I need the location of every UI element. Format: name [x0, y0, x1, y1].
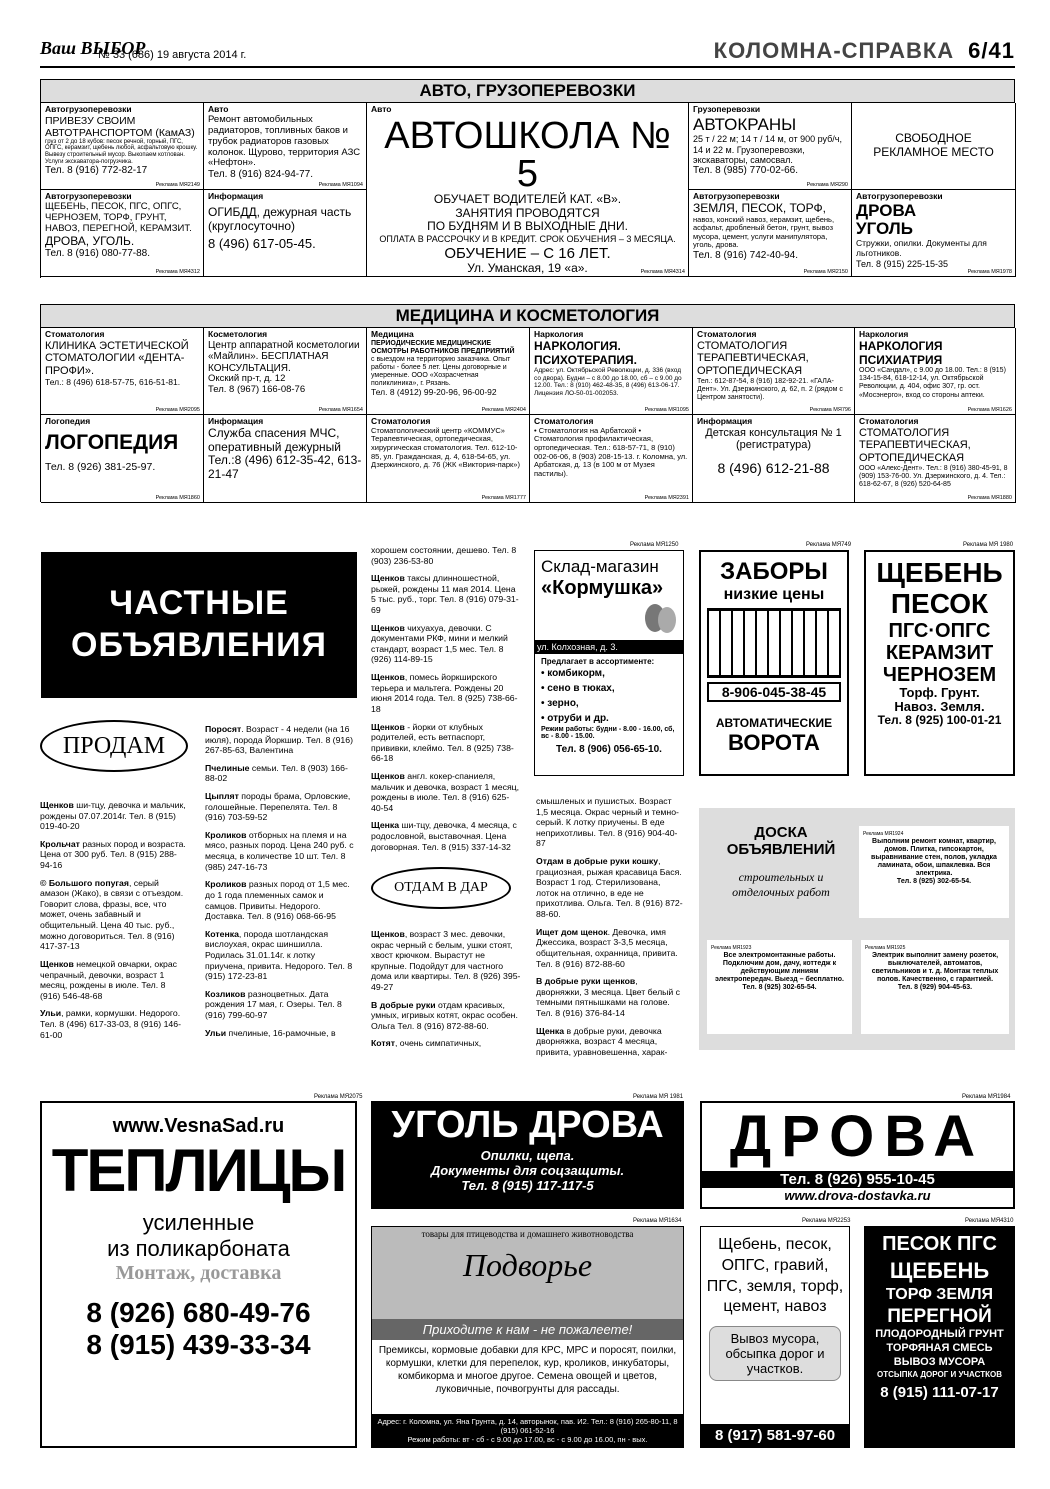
ad-category: Медицина [371, 329, 414, 339]
board-subtitle: строительных и отделочных работ [732, 870, 830, 899]
classified-item: Козликов разноцветных. Дата рождения 17 мая, г. Озеры. Тел. 8 (916) 799-60-97 [205, 988, 342, 1021]
classified-item: Щенков таксы длинношестной, рыжей, рождены 11 мая 2014. Цена 5 тыс. руб., торг. Тел. 8 (916) 079-31-69 [371, 573, 519, 616]
med-ad-3 [367, 328, 530, 415]
ad-ref: Реклама МЯ2075 [314, 1094, 363, 1100]
ad-line: Навоз. Земля. [894, 698, 985, 714]
classified-column-3 [371, 545, 521, 859]
classified-item: Кроликов разных пород от 1,5 мес. до 1 года племенных самок и самцов. Привиты. Недорого. Доставка. Тел. 8 (916) 068-66-95 [205, 879, 350, 922]
ad-phone: Тел. 8 (916) 824-94-77. [208, 169, 313, 181]
ad-line: ТОРФЯНАЯ СМЕСЬ [886, 1342, 993, 1354]
ad-ref: Реклама МЯ4312 [155, 268, 200, 275]
ad-text: ООО «Сандал», с 9.00 до 18.00. Тел.: 8 (915) 134-15-84, 618-12-14, ул. Октябрьской Революции, д. 404, офис 307, гр. ост. «Мосэнерго», вход со стороны аптеки. [859, 367, 1006, 399]
ad-ref: Реклама МЯ1880 [967, 494, 1012, 501]
ad-category: Автогрузоперевозки [693, 191, 780, 201]
ad-category: Стоматология [859, 416, 919, 426]
ad-phone: 8 (496) 612-21-88 [717, 460, 830, 477]
ad-phone: Тел. 8 (985) 770-02-66. [693, 165, 798, 177]
ad-category: Стоматология [534, 416, 594, 426]
med-ad-6 [855, 328, 1016, 415]
ad-phone: 8 (915) 439-33-34 [86, 1329, 311, 1360]
med-ad-12 [855, 415, 1016, 503]
ad-title: АВТОШКОЛА № 5 [384, 114, 671, 195]
classified-item: Щенков чихуахуа, девочки. С документами РКФ, мини и мелкий стандарт, возраст 1,5 мес. Тел. 8 (926) 114-89-15 [371, 622, 508, 665]
notice-board [699, 808, 1015, 1050]
ad-text: ОГИБДД, дежурная часть (круглосуточно) [208, 204, 352, 233]
notice-card: Реклама МЯ1923 Все электромонтажные работы. Подключим дом, дачу, коттедж к действующим линиям электропередач. Выезд – бесплатно. Тел. 8 (925) 302-65-54. [707, 940, 852, 1034]
classified-item: В добрые руки щенков, дворняжки, 3 месяца. Цвет белый с темными пятнышками на голове. Тел. 8 (916) 376-84-14 [536, 976, 681, 1018]
ad-line: ПО БУДНЯМ И В ВЫХОДНЫЕ ДНИ. [427, 219, 628, 234]
auto-ad-8 [689, 190, 852, 277]
ad-title-2: УГОЛЬ [856, 219, 913, 239]
ad-phone: 8 (915) 111-07-17 [880, 1383, 999, 1401]
ad-line: ПЕСОК [890, 587, 989, 619]
ad-title: НАРКОЛОГИЯ ПСИХИАТРИЯ [859, 338, 943, 367]
ad-category: Автогрузоперевозки [45, 104, 132, 114]
ad-ref: Реклама МЯ4310 [965, 1218, 1014, 1224]
ad-items: • комбикорм, • сено в тюках, • зерно, • отруби и др. [541, 668, 615, 724]
ad-text: Детская консультация № 1 (регистратура) [705, 426, 842, 452]
ad-ref: Реклама МЯ749 [806, 542, 852, 548]
classified-item: Отдам в добрые руки кошку, грациозная, рыжая красавица Бася. Возраст 1 год. Стерилизована, лоток на отлично, в еде не прихотлива. Ольга. Тел. 8 (916) 872-88-60. [536, 856, 683, 920]
ad-text: Стоматологический центр «КОММУС» Терапевтическая, ортопедическая, хирургическая стоматология. Тел. 612-10-85, ул. Гражданская, д. 4, 618-54-65, ул. Дзержинского, д. 76 (ЖК «Виктория-парк») [371, 425, 520, 470]
ad-ref: Реклама МЯ796 [809, 406, 851, 413]
ad-subtitle: низкие цены [723, 586, 825, 603]
classified-item: Щенков, возраст 3 мес. девочки, окрас черный с белым, ушки стоят, хвост крючком. Вырастут не крупные. Подойдут для частного дома или квартиры. Тел. 8 (926) 395-49-27 [371, 929, 521, 993]
ad-phone: Тел. 8 (967) 166-08-76 [208, 384, 306, 396]
ad-line: из поликарбоната [107, 1236, 290, 1261]
ad-phone: 8 (917) 581-97-60 [701, 1424, 849, 1447]
ad-site: www.VesnaSad.ru [112, 1115, 285, 1137]
ad-phone: Тел. 8 (906) 056-65-10. [556, 744, 662, 755]
ad-ref: Реклама МЯ4314 [640, 268, 685, 275]
ad-line: ОПЛАТА В РАССРОЧКУ И В КРЕДИТ. СРОК ОБУЧЕНИЯ – 3 МЕСЯЦА. [379, 234, 676, 245]
ad-line: усиленные [142, 1210, 255, 1235]
ad-phone: 8 (496) 617-05-45. [208, 236, 316, 252]
ad-ref: Реклама МЯ 1981 [633, 1094, 684, 1100]
ad-ref: Реклама МЯ1626 [967, 406, 1012, 413]
shcheben-ad [864, 550, 1015, 776]
ad-ref: Реклама МЯ2391 [644, 494, 689, 501]
section-name: КОЛОМНА-СПРАВКА [713, 38, 955, 63]
ad-phone: Тел.: 8 (496) 618-57-75, 616-51-81. [45, 376, 181, 387]
ad-line: ЗАНЯТИЯ ПРОВОДЯТСЯ [455, 205, 600, 220]
ad-text: навоз, конский навоз, керамзит, щебень, асфальт, дробленый бетон, грунт, вывоз мусора, цемент, услуги манипулятора, уголь, дрова. [693, 214, 835, 250]
med-ad-7 [41, 415, 204, 503]
notice-card: Реклама МЯ1925 Электрик выполнит замену розеток, выключателей, автоматов, светильников и т. д. Монтаж теплых полов. Качественно, с гарантией. Тел. 8 (929) 904-45-63. [861, 940, 1009, 1034]
ad-ref: Реклама МЯ1978 [967, 268, 1012, 275]
private-ads-banner: ЧАСТНЫЕ ОБЪЯВЛЕНИЯ [41, 552, 357, 698]
ad-phone: Тел. 8 (915) 225-15-35 [856, 258, 948, 269]
ad-title: Склад-магазин [541, 557, 659, 576]
ugol-drova-ad [371, 1101, 684, 1209]
pesok-ad-2 [864, 1226, 1015, 1448]
ad-title: ПЕРИОДИЧЕСКИЕ МЕДИЦИНСКИЕ ОСМОТРЫ РАБОТНИКОВ ПРЕДПРИЯТИЙ [371, 339, 515, 355]
classified-item: Щенков, помесь йоркширского терьера и мальтега. Рождены 20 июня 2014 года. Тел. 8 (925) 738-66-18 [371, 672, 518, 714]
ad-line: ОТСЫПКА ДОРОГ И УЧАСТКОВ [877, 1369, 1002, 1379]
ad-text: 25 т / 22 м; 14 т / 14 м, от 900 руб/ч, 14 и 22 м. Грузоперевозки, экскаваторы, самосвал. [693, 134, 842, 165]
ad-text: Центр аппаратной косметологии «Майлин». БЕСПЛАТНАЯ КОНСУЛЬТАЦИЯ. [208, 339, 360, 374]
auto-ad-4 [689, 103, 852, 190]
ad-title: ТЕПЛИЦЫ [51, 1137, 346, 1204]
med-ad-1 [41, 328, 204, 415]
classified-item: Котенка, порода шотландская вислоухая, окрас шиншилла. Родилась 31.01.14г. к лотку приучена, привита. Недорого. Тел. 8 (915) 172-23-81 [205, 928, 353, 982]
ad-line: ВОРОТА [728, 730, 820, 755]
ad-category: Косметология [208, 329, 268, 339]
ad-title: НАРКОЛОГИЯ. ПСИХОТЕРАПИЯ. [534, 338, 637, 367]
ad-title: ПРИВЕЗУ СВОИМ [45, 114, 136, 127]
ad-text: Премиксы, кормовые добавки для КРС, МРС и поросят, поилки, кормушки, клетки для перепелок, кур, кроликов, инкубаторы, комбикорма и многое другое. Семена овощей и цветов, луковичные, почвогрунты для рассады. [378, 1345, 677, 1395]
ad-category: Авто [371, 104, 392, 114]
ad-address: ул. Колхозная, д. 3. [535, 640, 683, 654]
ad-text: Служба спасения МЧС, оперативный дежурный [208, 425, 341, 454]
ad-phone: Тел. 8 (926) 955-10-45 [702, 1171, 1013, 1188]
classified-column-1 [40, 800, 188, 1047]
ad-ref: Реклама МЯ1094 [318, 181, 363, 188]
pesok-ad-1 [700, 1226, 850, 1448]
classified-item: Щенков ши-тцу, девочка и мальчик, рождены 07.07.2014г. Тел. 8 (915) 019-40-20 [40, 800, 186, 832]
ad-title-2: «Кормушка» [541, 577, 664, 599]
ad-ref: Реклама МЯ1095 [644, 406, 689, 413]
ad-title: СТОМАТОЛОГИЯ ТЕРАПЕВТИЧЕСКАЯ, ОРТОПЕДИЧЕСКАЯ [697, 339, 809, 378]
classified-item: Ульи, рамки, кормушки. Недорого. Тел. 8 (496) 617-33-03, 8 (916) 146-61-00 [40, 1008, 181, 1040]
ad-address: Ул. Уманская, 19 «а». [467, 260, 588, 275]
ad-phone: 8-906-045-38-45 [707, 682, 841, 702]
auto-ad-2 [204, 103, 367, 190]
classified-item: Щенков - йорки от клубных родителей, есть ветпаспорт, прививки, клеймо. Тел. 8 (925) 738-66-18 [371, 721, 514, 764]
classified-item: Цыплят породы брама, Орловские, голошейные. Перепелята. Тел. 8 (916) 703-59-52 [205, 791, 351, 823]
classified-item: Кроликов отборных на племя и на мясо, разных пород. Цена 240 руб. с месяца, в количестве 10 шт. Тел. 8 (985) 247-16-73 [205, 829, 354, 872]
podvorie-ad [371, 1226, 684, 1448]
classified-item: хорошем состоянии, дешево. Тел. 8 (903) 236-53-80 [371, 545, 517, 566]
ad-line: АВТОМАТИЧЕСКИЕ [715, 716, 833, 730]
ad-title: ДРОВА [729, 1104, 986, 1169]
kormushka-ad [534, 550, 684, 776]
ad-category: Информация [208, 416, 264, 426]
ad-line: ВЫВОЗ МУСОРА [893, 1355, 986, 1368]
ad-ref: Реклама МЯ1654 [318, 406, 363, 413]
ad-title: ЛОГОПЕДИЯ [45, 430, 179, 454]
ad-ref: Реклама МЯ2149 [155, 181, 200, 188]
ad-phone [371, 276, 684, 277]
classified-item: Щенка ши-тцу, девочка, 4 месяца, с родословной, выставочная. Цена договорная. Тел. 8 (915) 337-14-32 [371, 820, 517, 852]
drova-ad [700, 1101, 1015, 1209]
medicine-grid [40, 327, 1015, 502]
med-ad-2 [204, 328, 367, 415]
board-title: ДОСКА ОБЪЯВЛЕНИЙ [726, 824, 836, 858]
info-clinic [693, 415, 855, 503]
med-ad-10 [530, 415, 693, 503]
ad-line: Документы для соцзащиты. [430, 1163, 625, 1178]
page-number: 6/41 [968, 38, 1015, 63]
classified-item: Крольчат разных пород и возраста. Цена от 300 руб. Тел. 8 (915) 288-94-16 [40, 838, 186, 871]
ad-category: Наркология [534, 329, 584, 339]
autoschool-ad [367, 103, 689, 277]
ad-line: ТОРФ ЗЕМЛЯ [885, 1285, 994, 1303]
ad-ref: Реклама МЯ1984 [962, 1094, 1011, 1100]
ad-line: ЧЕРНОЗЕМ [882, 663, 997, 686]
auto-ad-1 [41, 103, 204, 190]
ad-phone: Тел. 8 (925) 100-01-21 [877, 713, 1002, 728]
give-heading: ОТДАМ В ДАР [371, 867, 511, 909]
ad-title: УГОЛЬ ДРОВА [391, 1104, 664, 1146]
classified-item: Поросят. Возраст - 4 недели (на 16 июля), порода Йоркшир. Тел. 8 (916) 267-85-63, Валентина [205, 724, 353, 756]
ad-line: Опилки, щепа. [480, 1148, 575, 1163]
med-ad-4 [530, 328, 693, 415]
ad-phone: 8 (926) 680-49-76 [86, 1297, 311, 1328]
classified-item: В добрые руки отдам красивых, умных, игривых котят, окрас особен. Ольга Тел. 8 (916) 872-88-60. [371, 999, 518, 1031]
classified-item: смышленых и пушистых. Возраст 1,5 месяца. Окрас черный и темно-серый. К лотку приучены. В еде неприхотливы. Тел. 8 (916) 904-40-87 [536, 796, 679, 849]
ad-category: Стоматология [697, 329, 757, 339]
ad-ref: Реклама МЯ290 [806, 181, 848, 188]
ad-ref: Реклама МЯ2150 [803, 268, 848, 275]
section-title [714, 38, 1015, 64]
classified-column-4 [536, 796, 684, 1064]
ad-footer [372, 1414, 683, 1447]
ad-ref: Реклама МЯ2404 [481, 406, 526, 413]
ad-text: Ремонт автомобильных радиаторов, топливных баков и трубок радиаторов газовых колонок. Щурово, территория АЗС «Нефтон». [208, 113, 361, 169]
ad-ref: Реклама МЯ1250 [630, 542, 679, 548]
ad-text: Адрес: ул. Октябрьской Революции, д. 336 (вход со двора). Будни – с 8.00 до 18.00, сб – с 9.00 до 12.00. Тел.: 8 (910) 462-48-35, 8 (496) 613-06-17. Лицензия ЛО-50-01-002053. [534, 367, 682, 397]
ad-text: КЛИНИКА ЭСТЕТИЧЕСКОЙ СТОМАТОЛОГИИ «ДЕНТА-ПРОФИ». [45, 339, 189, 378]
ad-line: ЩЕБЕНЬ [889, 1258, 990, 1283]
ad-phone: Тел.:8 (496) 612-35-42, 613-21-47 [208, 453, 362, 482]
ad-category: Автогрузоперевозки [45, 191, 132, 201]
auto-band: АВТО, ГРУЗОПЕРЕВОЗКИ [40, 79, 1015, 103]
page-header [40, 38, 1015, 68]
ad-line: ПЛОДОРОДНЫЙ ГРУНТ [875, 1328, 1004, 1341]
ad-tag: товары для птицеводства и домашнего животноводства [421, 1229, 634, 1239]
classified-item: Щенков немецкой овчарки, окрас чепрачный, девочки, возраст 1 месяц, рождены в июле. Тел. 8 (916) 546-48-68 [40, 958, 178, 1001]
ad-header-image [372, 1227, 683, 1319]
ad-hours: Режим работы: вт - сб - с 9.00 до 17.00, вс - с 9.00 до 16.00, пн - вых. [407, 1435, 648, 1444]
ad-ref: Реклама МЯ 1980 [963, 542, 1014, 548]
ad-category: Логопедия [45, 416, 91, 426]
classified-item: Щенка в добрые руки, девочка дворняжка, возраст 4 месяца, привита, уравновешенна, харак- [536, 1025, 668, 1057]
ad-ref: Реклама МЯ1860 [155, 494, 200, 501]
ad-ref: Реклама МЯ1777 [481, 494, 526, 501]
classified-item: Ульи пчелиные, 16-рамочные, в [205, 1027, 336, 1038]
ad-lead: Предлагает в ассортименте: [541, 657, 655, 666]
parrots-image [535, 600, 683, 640]
ad-line: ПГС·ОПГС [888, 619, 991, 642]
ad-phone: Тел. 8 (915) 117-117-5 [461, 1178, 594, 1193]
ad-text: ООО «Алекс-Дент». Тел.: 8 (916) 380-45-91, 8 (909) 153-76-00. Ул. Дзержинского, д. 4. Тел.: 618-62-67, 8 (926) 520-64-85 [859, 464, 1008, 488]
ad-category: Информация [697, 416, 753, 426]
ad-ref: Реклама МЯ1634 [633, 1218, 682, 1224]
ad-site: www.drova-dostavka.ru [784, 1188, 931, 1203]
ad-phone: Тел. 8 (916) 080-77-88. [45, 248, 150, 260]
ad-title: ЗАБОРЫ [720, 558, 828, 585]
ad-title: ДРОВА, УГОЛЬ. [45, 233, 135, 248]
auto-grid [40, 102, 1015, 278]
ad-address: Адрес: г. Коломна, ул. Яна Грунта, д. 14, авторынок, пав. И2. Тел.: 8 (916) 265-80-11, 8 (915) 061-52-16 [377, 1417, 678, 1435]
ad-line: ОБУЧАЕТ ВОДИТЕЛЕЙ КАТ. «В». [433, 191, 622, 206]
ad-address: Окский пр-т, д. 12 [208, 373, 286, 385]
ad-hours: Режим работы: будни - 8.00 - 16.00, сб, вс - 8.00 - 15.00. [541, 726, 675, 740]
ad-line: ЩЕБЕНЬ [876, 557, 1003, 588]
ad-category: Стоматология [371, 416, 431, 426]
auto-ad-9 [852, 190, 1016, 277]
ad-ref: Реклама МЯ2253 [802, 1218, 851, 1224]
classified-item: Пчелиные семьи. Тел. 8 (903) 166-88-02 [205, 762, 348, 784]
ad-slogan: Приходите к нам - не пожалеете! [372, 1319, 683, 1340]
free-ad-space: СВОБОДНОЕ РЕКЛАМНОЕ МЕСТО [852, 103, 1016, 190]
ad-category: Автогрузоперевозки [856, 191, 943, 201]
ad-title: ДРОВА [856, 200, 917, 220]
ad-text: с выездом на территорию заказчика. Опыт работы - более 5 лет. Цены договорные и умеренные. ООО «Хозрасчетная поликлиника», г. Рязань. [371, 355, 511, 387]
ad-ref: Реклама МЯ2095 [155, 406, 200, 413]
info-mchs [204, 415, 367, 503]
med-ad-9 [367, 415, 530, 503]
sell-heading: ПРОДАМ [40, 720, 188, 772]
ad-phone: Тел. 8 (926) 381-25-97. [45, 460, 156, 473]
ad-text: груз от 2 до 18 кубов: песок речной, горный, ПГС, ОПГС, керамзит, щебень любой, асфальтовую крошку. Вывезу строительный мусор. Выкопаем котлован. Услуги экскаватора-погрузчика. [45, 138, 198, 165]
ad-text: ЩЕБЕНЬ, ПЕСОК, ПГС, ОПГС, ЧЕРНОЗЕМ, ТОРФ, ГРУНТ, НАВОЗ, ПЕРЕГНОЙ, КЕРАМЗИТ. [45, 200, 192, 234]
ad-text: • Стоматология на Арбатской • Стоматология профилактическая, ортопедическая. Тел.: 618-57-71, 8 (910) 002-06-06, 8 (903) 208-15-13. г. Коломна, ул. Арбатская, д. 13 (в 100 м от Музея пастилы). [534, 425, 688, 478]
gate-image [707, 608, 841, 678]
info-ogibdd [204, 190, 367, 277]
ad-line: ПЕРЕГНОЙ [887, 1305, 992, 1327]
teplicy-ad [40, 1101, 357, 1448]
classified-item: Котят, очень симпатичных, [371, 1038, 482, 1049]
classified-column-3b [371, 929, 521, 1056]
ad-category: Авто [208, 104, 229, 114]
classified-column-2 [205, 724, 355, 1045]
ad-category: Грузоперевозки [693, 104, 761, 114]
ad-line: ОБУЧЕНИЕ – С 16 ЛЕТ. [444, 244, 611, 262]
ad-title: АВТОКРАНЫ [693, 114, 797, 134]
ad-subtext: Вывоз мусора, обсыпка дорог и участков. [709, 1326, 841, 1381]
ad-line: Торф. Грунт. [899, 684, 980, 700]
ad-title: Подворье [462, 1247, 593, 1283]
zabory-ad [699, 550, 849, 776]
ad-line: КЕРАМЗИТ [885, 641, 994, 664]
ad-line: Монтаж, доставка [115, 1262, 282, 1284]
newspaper-logo: Ваш ВЫБОР [40, 38, 146, 58]
notice-card: Реклама МЯ1924 Выполним ремонт комнат, квартир, домов. Плитка, гипсокартон, выравнивание стен, полов, укладка ламината, обои, шпаклевка. Вся электрика. Тел. 8 (925) 302-65-54. [859, 826, 1009, 918]
med-ad-5 [693, 328, 855, 415]
medicine-band: МЕДИЦИНА И КОСМЕТОЛОГИЯ [40, 304, 1015, 328]
ad-phone: Тел. 8 (4912) 99-20-96, 96-00-92 [371, 387, 497, 398]
ad-text: Тел.: 612-87-54, 8 (916) 182-92-21. «ГАЛА-Дент». Ул. Дзержинского, д. 62, п. 2 (рядом с Центром занятости). [697, 377, 843, 401]
ad-category: Информация [208, 191, 264, 201]
classified-item: © Большого попугая, серый амазон (Жако), в связи с отъездом. Говорит слова, фразы, все, что может, очень забавный и общительный. Цена 40 тыс. руб., можно договориться. Тел. 8 (916) 417-37-13 [40, 877, 184, 952]
classified-item: Щенков англ. кокер-спаниеля, мальчик и девочка, возраст 1 месяц, рождены в июле. Тел. 8 (916) 625-40-54 [371, 770, 520, 813]
auto-ad-6 [41, 190, 204, 277]
ad-category: Наркология [859, 329, 909, 339]
ad-category: Стоматология [45, 329, 105, 339]
ad-text: Стружки, опилки. Документы для льготников. [856, 238, 987, 258]
ad-phone: Тел. 8 (916) 742-40-94. [693, 250, 798, 262]
issue-info: № 33 (686) 19 августа 2014 г. [98, 49, 247, 61]
ad-text: Щебень, песок, ОПГС, гравий, ПГС, земля, торф, цемент, навоз [706, 1236, 844, 1316]
ad-line: ПЕСОК ПГС [882, 1233, 997, 1255]
ad-title-2: АВТОТРАНСПОРТОМ (КамАЗ) [45, 126, 195, 139]
ad-title: ЗЕМЛЯ, ПЕСОК, ТОРФ, [693, 200, 826, 215]
ad-title: СТОМАТОЛОГИЯ ТЕРАПЕВТИЧЕСКАЯ, ОРТОПЕДИЧЕСКАЯ [859, 426, 971, 465]
classified-item: Ищет дом щенок. Девочка, имя Джессика, возраст 3-3,5 месяца, общительная, охранница, привита. Тел. 8 (916) 872-88-60 [536, 926, 678, 969]
ad-phone: Тел. 8 (916) 772-82-17 [45, 165, 148, 177]
